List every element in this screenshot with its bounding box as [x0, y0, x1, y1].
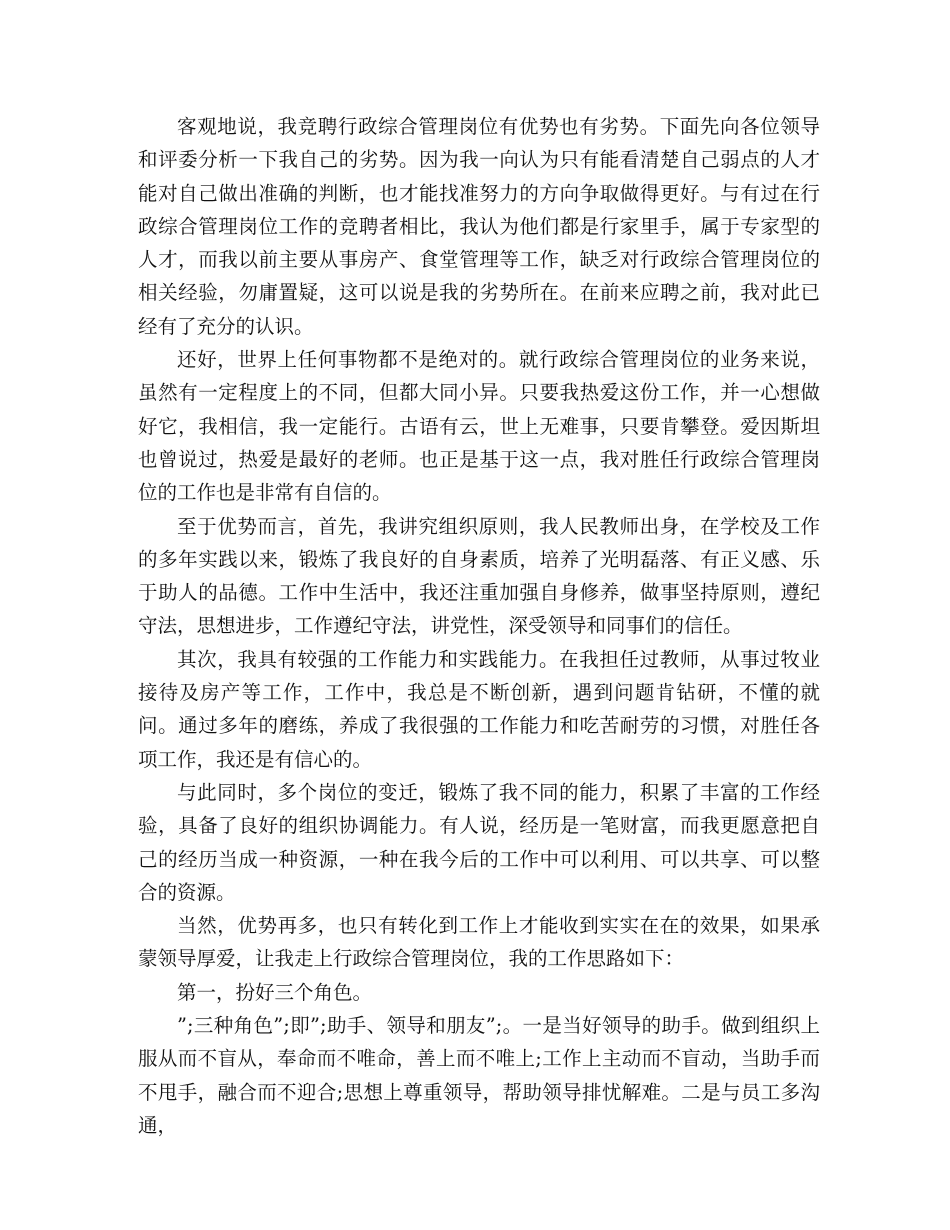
document-body	[138, 110, 820, 1142]
paragraph-3: 至于优势而言，首先，我讲究组织原则，我人民教师出身，在学校及工作的多年实践以来，锻炼了我良好的自身素质，培养了光明磊落、有正义感、乐于助人的品德。工作中生活中，我还注重加强自身修养，做事坚持原则，遵纪守法，思想进步，工作遵纪守法，讲党性，深受领导和同事们的信任。	[138, 514, 820, 638]
paragraph-1: 客观地说，我竞聘行政综合管理岗位有优势也有劣势。下面先向各位领导和评委分析一下我自己的劣势。因为我一向认为只有能看清楚自己弱点的人才能对自己做出准确的判断，也才能找准努力的方向争取做得更好。与有过在行政综合管理岗位工作的竞聘者相比，我认为他们都是行家里手，属于专家型的人才，而我以前主要从事房产、食堂管理等工作，缺乏对行政综合管理岗位的相关经验，勿庸置疑，这可以说是我的劣势所在。在前来应聘之前，我对此已经有了充分的认识。	[138, 115, 820, 338]
paragraph-7: 第一，扮好三个角色。	[177, 980, 373, 1004]
paragraph-5: 与此同时，多个岗位的变迁，锻炼了我不同的能力，积累了丰富的工作经验，具备了良好的组织协调能力。有人说，经历是一笔财富，而我更愿意把自己的经历当成一种资源，一种在我今后的工作中可以利用、可以共享、可以整合的资源。	[138, 780, 820, 904]
paragraph-6: 当然，优势再多，也只有转化到工作上才能收到实实在在的效果，如果承蒙领导厚爱，让我走上行政综合管理岗位，我的工作思路如下：	[138, 914, 820, 971]
paragraph-8: ”;三种角色”;即”;助手、领导和朋友”;。一是当好领导的助手。做到组织上服从而不盲从，奉命而不唯命，善上而不唯上;工作上主动而不盲动，当助手而不甩手，融合而不迎合;思想上尊重领导，帮助领导排忧解难。二是与员工多沟通，	[138, 1014, 820, 1137]
paragraph-2: 还好，世界上任何事物都不是绝对的。就行政综合管理岗位的业务来说，虽然有一定程度上的不同，但都大同小异。只要我热爱这份工作，并一心想做好它，我相信，我一定能行。古语有云，世上无难事，只要肯攀登。爱因斯坦也曾说过，热爱是最好的老师。也正是基于这一点，我对胜任行政综合管理岗位的工作也是非常有自信的。	[138, 348, 820, 505]
paragraph-4: 其次，我具有较强的工作能力和实践能力。在我担任过教师，从事过牧业接待及房产等工作，工作中，我总是不断创新，遇到问题肯钻研，不懂的就问。通过多年的磨练，养成了我很强的工作能力和吃苦耐劳的习惯，对胜任各项工作，我还是有信心的。	[138, 647, 820, 771]
